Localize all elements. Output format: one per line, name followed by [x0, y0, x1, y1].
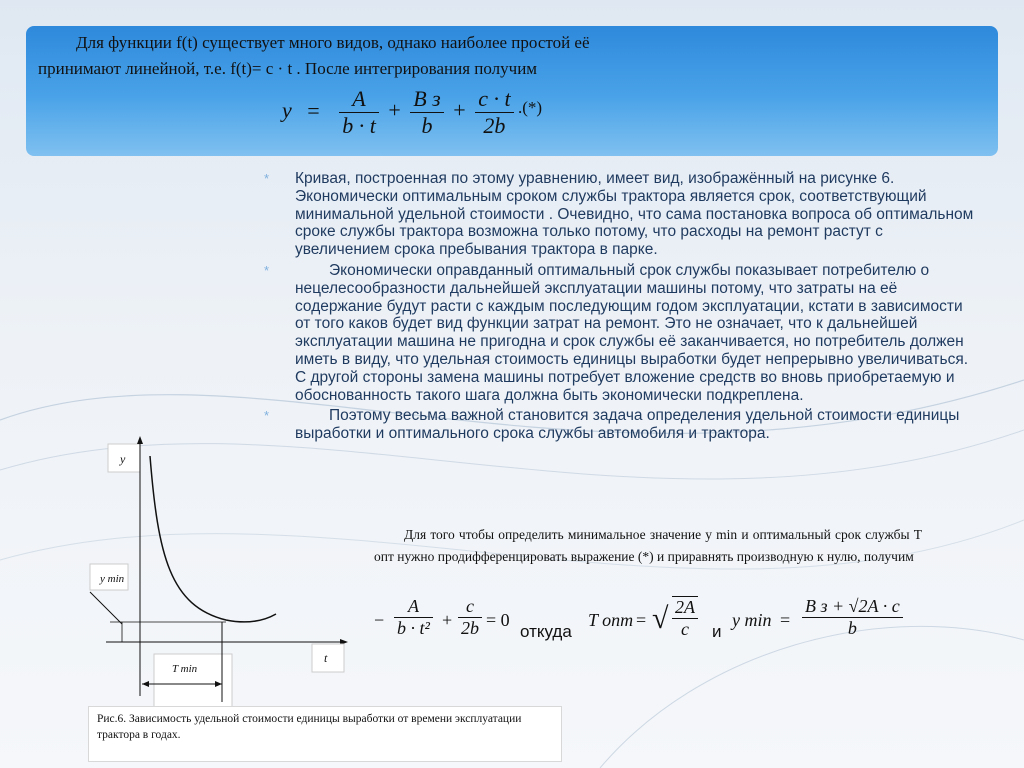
- tmin-label: T min: [172, 663, 198, 675]
- derivative-intro: [374, 524, 922, 568]
- formula-tag: .(*): [518, 98, 543, 117]
- bullet-star-icon: *: [264, 408, 270, 424]
- ymin-label: y min: [100, 573, 125, 585]
- cost-curve: [150, 456, 276, 622]
- bullet-text-1: Кривая, построенная по этому уравнению, имеет вид, изображённый на рисунке 6. Экономически оптимальным сроком службы трактора является срок, соответствующий минимальной удельной стоимости . Очевидно, что сама постановка вопроса об оптимальном сроке службы трактора возможна только потому, что расходы на ремонт растут с увеличением срока пребывания трактора в парке.: [295, 170, 974, 259]
- and-word: и: [712, 622, 722, 641]
- topt-lhs: T опт: [588, 610, 634, 630]
- derivative-intro-text: Для того чтобы определить минимальное значение y min и оптимальный срок службы T опт нужно продифференцировать выражение (*) и приравнять производную к нулю, получим: [374, 527, 922, 564]
- formula-y: [282, 86, 518, 139]
- deriv-minus: −: [374, 610, 385, 630]
- bullet-text-3: Поэтому весьма важной становится задача определения удельной стоимости единицы выработки и оптимального срока службы автомобиля и трактора.: [295, 407, 960, 443]
- bullet-star-icon: *: [264, 171, 270, 186]
- deriv-fraction-1: $\frac{A}{\text{b · t²}}$: [394, 596, 433, 639]
- ymin-lhs: y min: [732, 610, 772, 630]
- sqrt-icon: √: [652, 602, 669, 635]
- y-axis-label: y: [120, 452, 126, 466]
- formula-eq: =: [307, 97, 320, 123]
- list-item: [264, 407, 974, 443]
- ymin-eq: =: [780, 610, 791, 630]
- bullet-star-icon: *: [264, 262, 270, 278]
- deriv-eq-zero: = 0: [486, 610, 510, 630]
- t-label-box: [312, 644, 344, 672]
- list-item: [264, 262, 974, 404]
- cost-curve-graph: [86, 436, 356, 708]
- fraction-bz-b: $\frac{\text{B з}}{b}$: [410, 86, 444, 139]
- otkuda-word: откуда: [520, 622, 572, 641]
- intro-line-1: Для функции f(t) существует много видов, однако наиболее простой её: [76, 33, 590, 52]
- topt-eq: =: [636, 610, 647, 630]
- fraction-ct-2b: $\frac{c \cdot t}{2b}$: [475, 86, 513, 139]
- figure-caption: Рис.6. Зависимость удельной стоимости единицы выработки от времени эксплуатации трактора в годах.: [88, 706, 562, 762]
- bullet-list: [264, 170, 974, 446]
- formula-plus-1: +: [388, 97, 401, 123]
- formula-plus-2: +: [453, 97, 466, 123]
- formula-lhs: y: [282, 97, 292, 123]
- bullet-text-2: Экономически оправданный оптимальный срок службы показывает потребителю о нецелесообразности дальнейшей эксплуатации машины потому, что затраты на её содержание будут расти с каждым последующим годом эксплуатации, кстати в зависимости от того каков будет вид функции затрат на ремонт. Это не означает, что к дальнейшей эксплуатации машина не пригодна и срок службы её заканчивается, но потребитель должен иметь в виду, что удельная стоимость единицы выработки будет непрерывно увеличиваться. С другой стороны замена машины потребует вложение средств во вновь приобретаемую и обоснованность такого шага должна быть экономически подкреплена.: [295, 261, 969, 404]
- deriv-plus: +: [442, 610, 453, 630]
- t-axis-label: t: [324, 651, 328, 665]
- y-axis-arrow-icon: [137, 436, 143, 444]
- ymin-leader-line: [90, 592, 122, 624]
- topt-fraction: $\frac{2A}{c}$: [672, 596, 698, 640]
- intro-line-2: принимают линейной, т.е. f(t)= c · t . После интегрирования получим: [38, 59, 538, 78]
- deriv-fraction-2: $\frac{c}{2b}$: [458, 596, 482, 639]
- list-item: [264, 170, 974, 259]
- fraction-a-bt: $\frac{A}{b \cdot t}$: [339, 86, 379, 139]
- ymin-fraction: B з + √2A · c b: [802, 596, 903, 639]
- intro-text: [38, 30, 738, 82]
- tmin-arrow-left-icon: [142, 681, 149, 687]
